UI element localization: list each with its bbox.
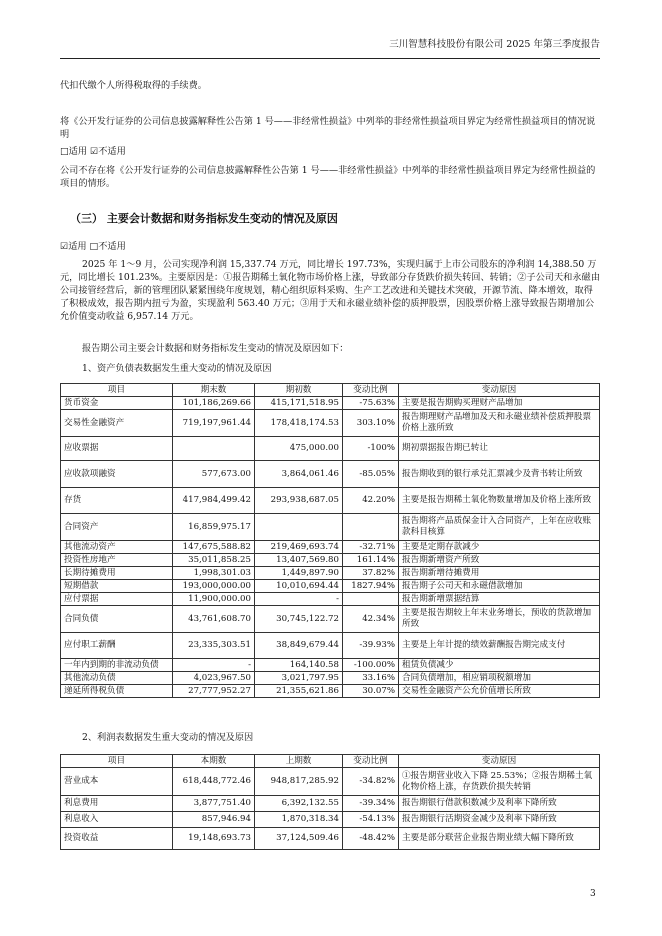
- paragraph-nonrecurring-title: 将《公开发行证券的公司信息披露解释性公告第 1 号——非经常性损益》中列举的非经常性损益项目界定为经常性损益项目的情况说明: [60, 116, 596, 140]
- cell-ratio: -100.00%: [343, 659, 399, 672]
- cell-item: 投资收益: [61, 828, 173, 850]
- income-statement-table: [60, 754, 600, 850]
- cell-ratio: [343, 593, 399, 606]
- cell-value-a: [173, 437, 255, 461]
- cell-value-a: 19,148,693.73: [173, 828, 255, 850]
- cell-item: 短期借款: [61, 580, 173, 593]
- cell-item: 其他流动负债: [61, 672, 173, 685]
- cell-ratio: 42.34%: [343, 606, 399, 633]
- cell-item: 应付职工薪酬: [61, 633, 173, 659]
- applicability-mark: □适用 ☑不适用: [60, 146, 126, 157]
- table-row: [61, 659, 600, 672]
- cell-item: 其他流动资产: [61, 541, 173, 554]
- cell-ratio: -39.34%: [343, 796, 399, 812]
- cell-ratio: 33.16%: [343, 672, 399, 685]
- cell-item: 利息收入: [61, 812, 173, 828]
- cell-item: 应收款项融资: [61, 461, 173, 488]
- table-row: [61, 567, 600, 580]
- cell-reason: 报告期新增待摊费用: [399, 567, 600, 580]
- table-row: [61, 488, 600, 514]
- cell-item: 营业成本: [61, 768, 173, 796]
- cell-ratio: -75.63%: [343, 397, 399, 410]
- cell-ratio: -54.13%: [343, 812, 399, 828]
- cell-value-b: 6,392,132.55: [255, 796, 343, 812]
- cell-reason: 主要是上年计提的绩效薪酬报告期完成支付: [399, 633, 600, 659]
- cell-value-b: 30,745,122.72: [255, 606, 343, 633]
- cell-reason: 报告期银行活期资金减少及利率下降所致: [399, 812, 600, 828]
- section-title: （三） 主要会计数据和财务指标发生变动的情况及原因: [70, 212, 338, 225]
- cell-item: 货币资金: [61, 397, 173, 410]
- table-row: [61, 580, 600, 593]
- paragraph-fee: 代扣代缴个人所得税取得的手续费。: [60, 80, 207, 91]
- cell-ratio: 37.82%: [343, 567, 399, 580]
- cell-value-b: 475,000.00: [255, 437, 343, 461]
- cell-item: 递延所得税负债: [61, 685, 173, 698]
- cell-item: 利息费用: [61, 796, 173, 812]
- cell-ratio: 30.07%: [343, 685, 399, 698]
- cell-reason: 报告期新增票据结算: [399, 593, 600, 606]
- balance-sheet-table: [60, 383, 600, 698]
- cell-reason: 合同负债增加，相应销项税额增加: [399, 672, 600, 685]
- cell-reason: 交易性金融资产公允价值增长所致: [399, 685, 600, 698]
- cell-reason: 报告期收到的银行承兑汇票减少及背书转让所致: [399, 461, 600, 488]
- cell-ratio: 42.20%: [343, 488, 399, 514]
- cell-value-b: 1,449,897.90: [255, 567, 343, 580]
- table-row: [61, 672, 600, 685]
- table2-header-ratio: 变动比例: [343, 755, 399, 768]
- cell-value-a: 1,998,301.03: [173, 567, 255, 580]
- cell-value-a: 27,777,952.27: [173, 685, 255, 698]
- table-row: [61, 828, 600, 850]
- table-row: [61, 437, 600, 461]
- table-row: [61, 606, 600, 633]
- cell-value-a: 577,673.00: [173, 461, 255, 488]
- cell-value-a: 43,761,608.70: [173, 606, 255, 633]
- cell-value-b: 948,817,285.92: [255, 768, 343, 796]
- table-row: [61, 812, 600, 828]
- cell-value-a: 16,859,975.17: [173, 514, 255, 541]
- cell-value-b: 3,021,797.95: [255, 672, 343, 685]
- cell-reason: 主要是定期存款减少: [399, 541, 600, 554]
- cell-ratio: -32.71%: [343, 541, 399, 554]
- cell-item: 合同负债: [61, 606, 173, 633]
- cell-reason: 主要是报告期购买理财产品增加: [399, 397, 600, 410]
- cell-ratio: -85.05%: [343, 461, 399, 488]
- cell-item: 长期待摊费用: [61, 567, 173, 580]
- cell-reason: 期初票据报告期已转让: [399, 437, 600, 461]
- table-row: [61, 633, 600, 659]
- paragraph-intro: 报告期公司主要会计数据和财务指标发生变动的情况及原因如下：: [82, 343, 349, 354]
- table2-header-prior: 上期数: [255, 755, 343, 768]
- cell-ratio: 1827.94%: [343, 580, 399, 593]
- paragraph-nonrecurring-statement: 公司不存在将《公开发行证券的公司信息披露解释性公告第 1 号——非经常性损益》中列举的非经常性损益项目界定为经常性损益的项目的情形。: [60, 165, 596, 189]
- cell-value-b: 38,849,679.44: [255, 633, 343, 659]
- cell-value-b: 21,355,621.86: [255, 685, 343, 698]
- cell-value-b: 219,469,693.74: [255, 541, 343, 554]
- table1-header-item: 项目: [61, 384, 173, 397]
- cell-item: 应付票据: [61, 593, 173, 606]
- table-row: [61, 397, 600, 410]
- cell-value-a: 417,984,499.42: [173, 488, 255, 514]
- table2-header-reason: 变动原因: [399, 755, 600, 768]
- cell-value-b: 293,938,687.05: [255, 488, 343, 514]
- page-number: 3: [590, 889, 596, 899]
- cell-reason: 租赁负债减少: [399, 659, 600, 672]
- cell-item: 投资性房地产: [61, 554, 173, 567]
- cell-reason: 主要是报告期稀土氧化物数量增加及价格上涨所致: [399, 488, 600, 514]
- cell-item: 一年内到期的非流动负债: [61, 659, 173, 672]
- cell-item: 交易性金融资产: [61, 410, 173, 437]
- cell-reason: ①报告期营业收入下降 25.53%；②报告期稀土氧化物价格上涨，存货跌价损失转销: [399, 768, 600, 796]
- cell-item: 合同资产: [61, 514, 173, 541]
- table-row: [61, 514, 600, 541]
- cell-ratio: -39.93%: [343, 633, 399, 659]
- cell-reason: 报告期银行借款积数减少及利率下降所致: [399, 796, 600, 812]
- cell-value-b: 1,870,318.34: [255, 812, 343, 828]
- cell-value-b: 13,407,569.80: [255, 554, 343, 567]
- paragraph-net-profit: 2025 年 1～9 月，公司实现净利润 15,337.74 万元，同比增长 197.73%，实现归属于上市公司股东的净利润 14,388.50 万元，同比增长 101.23%。主要原因是：①报告期稀土氧化物市场价格上涨，导致部分存货跌价损失转回、转销；②子公司天和永磁由公司接管经营后，新的管理团队紧紧围绕年度规划，精心组织原料采购、生产工艺改进和关键技术突破，开源节流、降本增效，取得了积极成效，报告期内扭亏为盈，实现盈利 563.40 万元；③用于天和永磁业绩补偿的质押股票，因股票价格上涨导致报告期增加公允价值变动收益 6,957.14 万元。: [60, 259, 600, 322]
- cell-value-a: 193,000,000.00: [173, 580, 255, 593]
- cell-value-a: 857,946.94: [173, 812, 255, 828]
- cell-reason: 报告期新增资产所致: [399, 554, 600, 567]
- table-row: [61, 410, 600, 437]
- cell-value-a: 618,448,772.46: [173, 768, 255, 796]
- applicability-mark-2: ☑适用 □不适用: [60, 241, 126, 252]
- cell-value-b: 178,418,174.53: [255, 410, 343, 437]
- cell-value-b: 415,171,518.95: [255, 397, 343, 410]
- cell-value-b: 3,864,061.46: [255, 461, 343, 488]
- cell-item: 应收票据: [61, 437, 173, 461]
- cell-value-a: 11,900,000.00: [173, 593, 255, 606]
- cell-value-a: 719,197,961.44: [173, 410, 255, 437]
- cell-reason: 主要是部分联营企业报告期业绩大幅下降所致: [399, 828, 600, 850]
- report-header: 三川智慧科技股份有限公司 2025 年第三季度报告: [60, 34, 600, 59]
- cell-ratio: [343, 514, 399, 541]
- table1-title: 1、资产负债表数据发生重大变动的情况及原因: [82, 363, 272, 374]
- cell-value-b: 10,010,694.44: [255, 580, 343, 593]
- cell-ratio: 161.14%: [343, 554, 399, 567]
- cell-value-a: -: [173, 659, 255, 672]
- cell-reason: 报告期理财产品增加及天和永磁业绩补偿质押股票价格上涨所致: [399, 410, 600, 437]
- table-row: [61, 461, 600, 488]
- cell-value-a: 35,011,858.25: [173, 554, 255, 567]
- cell-value-a: 147,675,588.82: [173, 541, 255, 554]
- table1-header-ratio: 变动比例: [343, 384, 399, 397]
- table1-header-end: 期末数: [173, 384, 255, 397]
- cell-value-a: 3,877,751.40: [173, 796, 255, 812]
- cell-value-b: 164,140.58: [255, 659, 343, 672]
- cell-value-b: -: [255, 593, 343, 606]
- table2-header-item: 项目: [61, 755, 173, 768]
- table-row: [61, 541, 600, 554]
- table-row: [61, 593, 600, 606]
- cell-reason: 报告期子公司天和永磁借款增加: [399, 580, 600, 593]
- cell-value-a: 4,023,967.50: [173, 672, 255, 685]
- table1-header-begin: 期初数: [255, 384, 343, 397]
- cell-reason: 主要是报告期较上年末业务增长，预收的货款增加所致: [399, 606, 600, 633]
- cell-ratio: 303.10%: [343, 410, 399, 437]
- cell-reason: 报告期将产品质保金计入合同资产，上年在应收账款科目核算: [399, 514, 600, 541]
- cell-ratio: -100%: [343, 437, 399, 461]
- table-row: [61, 685, 600, 698]
- cell-value-b: [255, 514, 343, 541]
- table-row: [61, 796, 600, 812]
- table2-header-current: 本期数: [173, 755, 255, 768]
- table-row: [61, 768, 600, 796]
- cell-ratio: -34.82%: [343, 768, 399, 796]
- cell-item: 存货: [61, 488, 173, 514]
- cell-ratio: -48.42%: [343, 828, 399, 850]
- table-row: [61, 554, 600, 567]
- table1-header-reason: 变动原因: [399, 384, 600, 397]
- table2-title: 2、利润表数据发生重大变动的情况及原因: [82, 732, 254, 743]
- cell-value-b: 37,124,509.46: [255, 828, 343, 850]
- cell-value-a: 101,186,269.66: [173, 397, 255, 410]
- cell-value-a: 23,335,303.51: [173, 633, 255, 659]
